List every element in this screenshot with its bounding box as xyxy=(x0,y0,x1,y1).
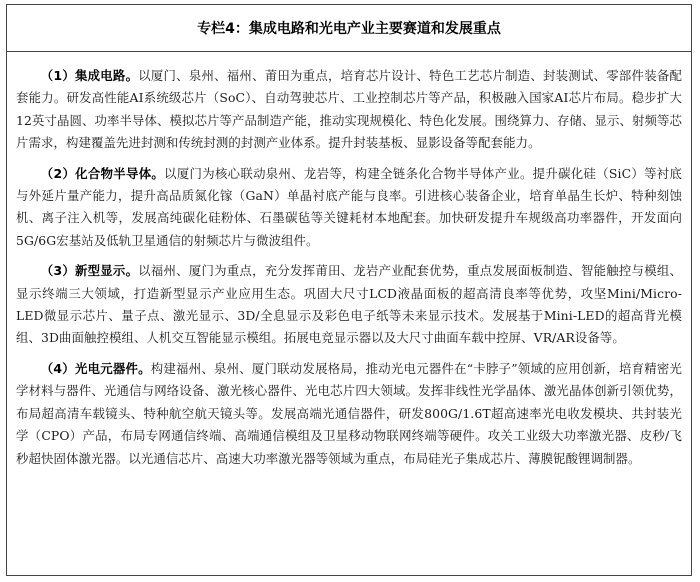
box-title: 专栏4：集成电路和光电产业主要赛道和发展重点 xyxy=(7,5,691,52)
section-compound-semiconductors xyxy=(16,163,682,253)
section-heading: （4）光电元器件。 xyxy=(40,360,151,376)
section-body: 以厦门为核心联动泉州、龙岩等，构建全链条化合物半导体产业。提升碳化硅（SiC）等衬底与外延片量产能力，提升高品质氮化镓（GaN）单晶衬底产能与良率。引进核心装备企业，培育单晶生长炉、特种刻蚀机、离子注入机等，发展高纯碳化硅粉体、石墨碳毡等关键耗材本地配套。加快研发提升车规级高功率器件，开发面向5G/6G宏基站及低轨卫星通信的射频芯片与微波组件。 xyxy=(16,165,682,248)
section-heading: （3）新型显示。 xyxy=(40,263,139,279)
section-optoelectronic-components xyxy=(16,358,682,470)
section-integrated-circuits xyxy=(16,65,682,155)
box-content xyxy=(7,52,691,470)
section-heading: （1）集成电路。 xyxy=(40,68,139,83)
column-box xyxy=(6,4,692,576)
section-body: 以厦门、泉州、福州、莆田为重点，培育芯片设计、特色工艺芯片制造、封装测试、零部件装备配套能力。研发高性能AI系统级芯片（SoC）、自动驾驶芯片、工业控制芯片等产品，积极融入国家AI芯片布局。稳步扩大12英寸晶圆、功率半导体、模拟芯片等产品制造产能，推动实现规模化、特色化发展。围绕算力、存储、显示、射频等芯片需求，构建覆盖先进封测和传统封测的封测产业体系。提升封装基板、显影设备等配套能力。 xyxy=(16,68,682,151)
section-heading: （2）化合物半导体。 xyxy=(40,165,165,181)
section-body: 构建福州、泉州、厦门联动发展格局，推动光电元器件在“卡脖子”领域的应用创新，培育精密光学材料与器件、光通信与网络设备、激光核心器件、光电芯片四大领域。发挥非线性光学晶体、激光晶体创新引领优势，布局超高清车载镜头、特种航空航天镜头等。发展高端光通信器件，研发800G/1.6T超高速率光电收发模块、共封装光学（CPO）产品，布局专网通信终端、高端通信模组及卫星移动物联网终端等硬件。攻关工业级大功率激光器、皮秒/飞秒超快固体激光器。以光通信芯片、高速大功率激光器等领域为重点，布局硅光子集成芯片、薄膜铌酸锂调制器。 xyxy=(16,360,682,466)
section-body: 以福州、厦门为重点，充分发挥莆田、龙岩产业配套优势，重点发展面板制造、智能触控与模组、显示终端三大领域，打造新型显示产业应用生态。巩固大尺寸LCD液晶面板的超高清良率等优势，攻坚Mini/Micro-LED微显示芯片、量子点、激光显示、3D/全息显示及彩色电子纸等未来显示技术。发展基于Mini-LED的超高背光模组、3D曲面触控模组、人机交互智能显示模组。拓展电竞显示器以及大尺寸曲面车载中控屏、VR/AR设备等。 xyxy=(16,263,682,346)
section-new-display xyxy=(16,260,682,350)
